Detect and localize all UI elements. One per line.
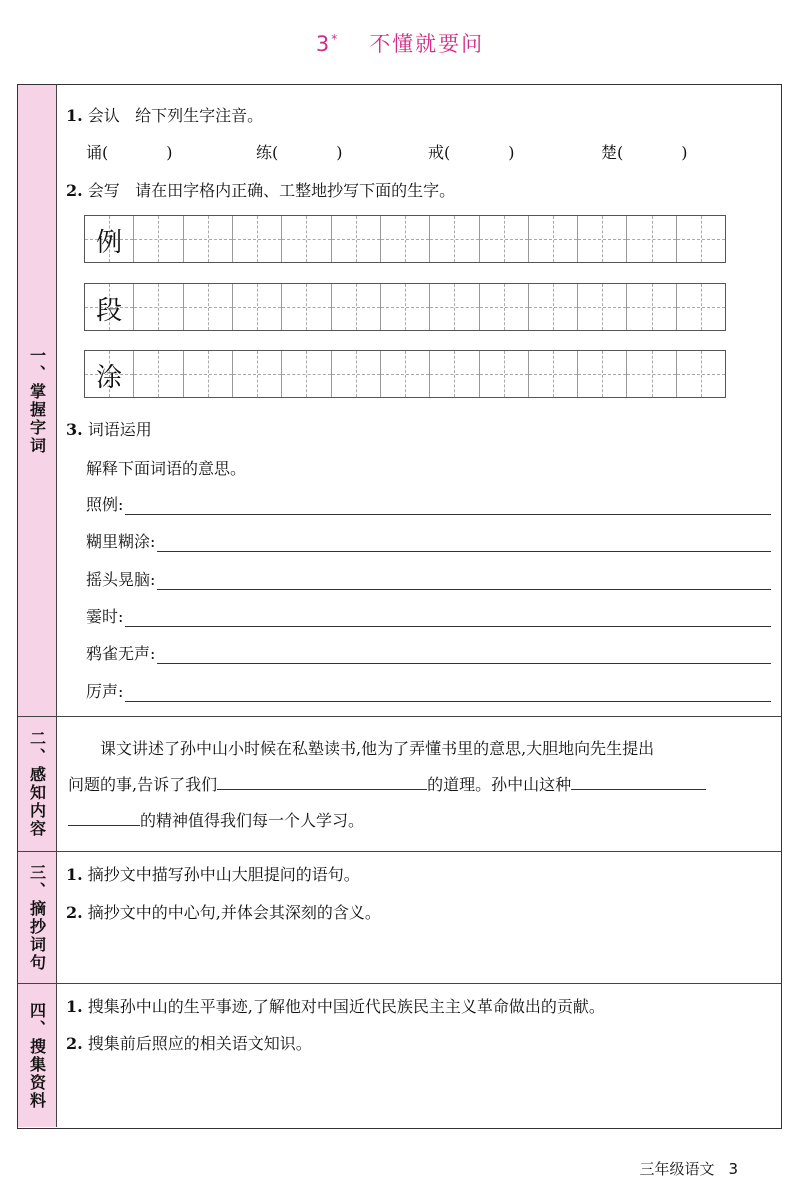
writing-grid-row[interactable] <box>84 350 726 398</box>
grid-char: 例 <box>96 228 123 258</box>
q1-heading: 1. 会认 给下列生字注音。 <box>66 106 264 125</box>
definition-line[interactable]: 霎时: <box>86 604 771 627</box>
answer-blank[interactable] <box>571 775 706 790</box>
pinyin-item: 戒( ) <box>428 143 515 162</box>
definition-line[interactable]: 鸦雀无声: <box>86 641 771 664</box>
excerpt-task: 2. 摘抄文中的中心句,并体会其深刻的含义。 <box>66 903 381 922</box>
answer-blank[interactable] <box>68 811 140 826</box>
pinyin-item: 练( ) <box>256 143 343 162</box>
q2-heading: 2. 会写 请在田字格内正确、工整地抄写下面的生字。 <box>66 181 456 200</box>
page-title <box>0 28 800 58</box>
q3-instruction: 解释下面词语的意思。 <box>86 459 247 478</box>
section-label: 四、搜集资料 <box>18 984 57 1127</box>
comprehension-paragraph: 课文讲述了孙中山小时候在私塾读书,他为了弄懂书里的意思,大胆地向先生提出 问题的事,告诉了我们 的道理。孙中山这种 的精神值得我们每一个人学习。 <box>68 731 771 839</box>
lesson-title: 不懂就要问 <box>369 32 485 56</box>
grid-char: 段 <box>96 296 123 326</box>
grid-char: 涂 <box>96 363 123 393</box>
writing-grid-row[interactable] <box>84 283 726 331</box>
section-vocabulary <box>18 85 781 716</box>
section-label: 二、感知内容 <box>18 717 57 851</box>
pinyin-item: 诵( ) <box>86 143 173 162</box>
excerpt-task: 1. 摘抄文中描写孙中山大胆提问的语句。 <box>66 865 360 884</box>
q3-heading: 3. 词语运用 <box>66 420 152 439</box>
section-research <box>18 983 781 1127</box>
section-label: 一、掌握字词 <box>18 85 57 716</box>
research-task: 2. 搜集前后照应的相关语文知识。 <box>66 1034 312 1053</box>
page-footer <box>639 1158 738 1179</box>
definition-line[interactable]: 厉声: <box>86 679 771 702</box>
section-comprehension <box>18 716 781 851</box>
definition-line[interactable]: 照例: <box>86 492 771 515</box>
answer-blank[interactable] <box>217 775 427 790</box>
definition-line[interactable]: 摇头晃脑: <box>86 567 771 590</box>
section-label: 三、摘抄词句 <box>18 852 57 983</box>
research-task: 1. 搜集孙中山的生平事迹,了解他对中国近代民族民主主义革命做出的贡献。 <box>66 997 605 1016</box>
lesson-number: 3* <box>315 32 340 56</box>
writing-grid-row[interactable] <box>84 215 726 263</box>
page-number: 3 <box>728 1160 738 1178</box>
footer-label: 三年级语文 <box>639 1160 715 1178</box>
pinyin-item: 楚( ) <box>601 143 688 162</box>
section-excerpts <box>18 851 781 983</box>
definition-line[interactable]: 糊里糊涂: <box>86 529 771 552</box>
worksheet-frame <box>17 84 782 1129</box>
